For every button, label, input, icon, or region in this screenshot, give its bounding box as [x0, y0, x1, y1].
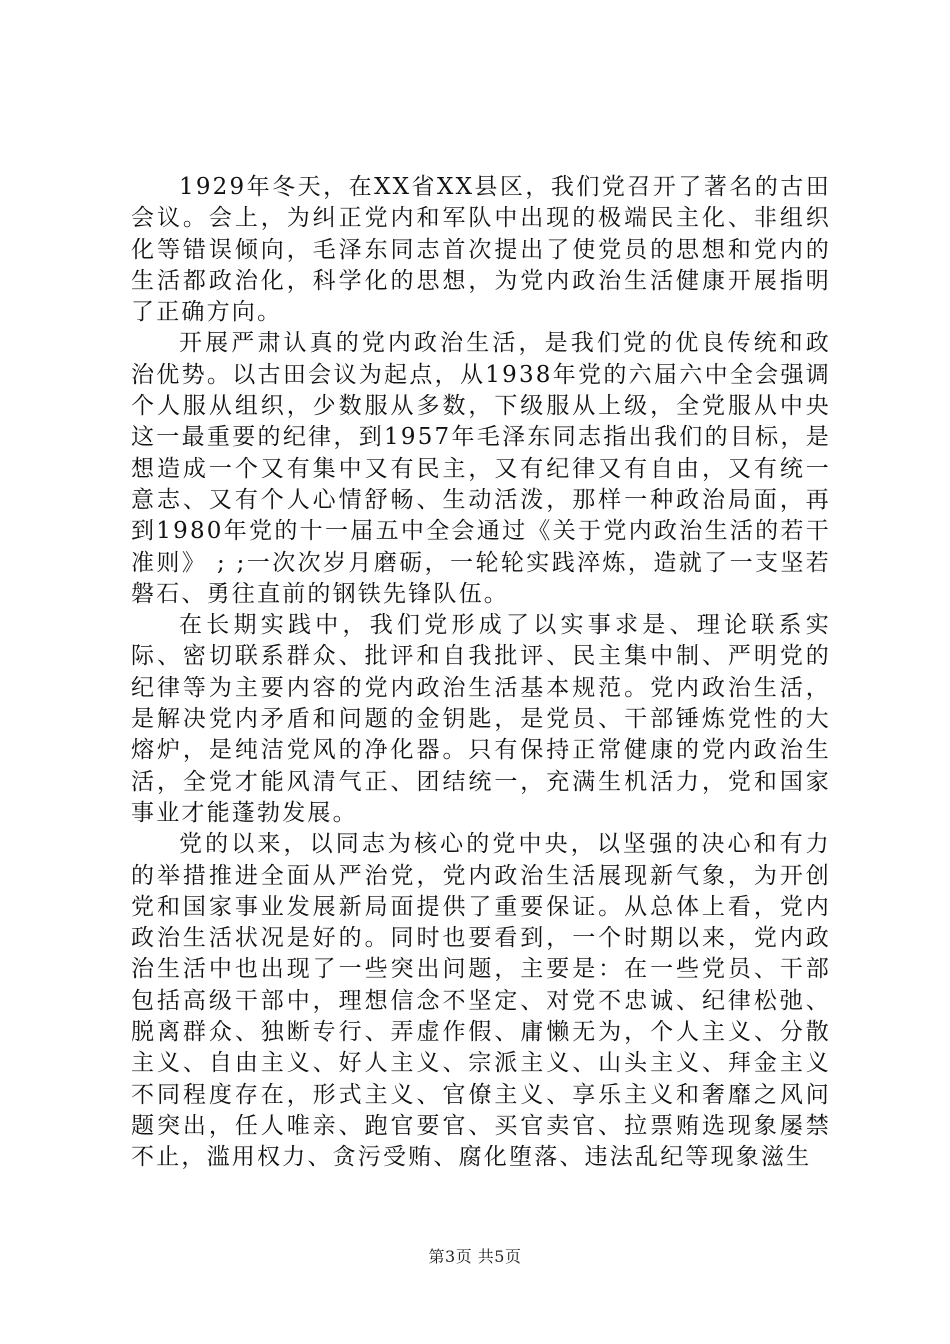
document-body	[131, 172, 831, 1174]
paragraph-party-tradition: 开展严肃认真的党内政治生活，是我们党的优良传统和政治优势。以古田会议为起点，从1938年党的六届六中全会强调个人服从组织，少数服从多数，下级服从上级，全党服从中央这一最重要的纪律，到1957年毛泽东同志指出我们的目标，是想造成一个又有集中又有民主，又有纪律又有自由，又有统一意志、又有个人心情舒畅、生动活泼，那样一种政治局面，再到1980年党的十一届五中全会通过《关于党内政治生活的若干准则》 ; ;一次次岁月磨砺，一轮轮实践淬炼，造就了一支坚若磐石、勇往直前的钢铁先锋队伍。	[131, 330, 831, 607]
page-number-footer: 第3页 共5页	[428, 1247, 522, 1266]
paragraph-basic-norms: 在长期实践中，我们党形成了以实事求是、理论联系实际、密切联系群众、批评和自我批评、民主集中制、严明党的纪律等为主要内容的党内政治生活基本规范。党内政治生活，是解决党内矛盾和问题的金钥匙，是党员、干部锤炼党性的大熔炉，是纯洁党风的净化器。只有保持正常健康的党内政治生活，全党才能风清气正、团结统一，充满生机活力，党和国家事业才能蓬勃发展。	[131, 612, 831, 826]
paragraph-gutian-meeting: 1929年冬天，在XX省XX县区，我们党召开了著名的古田会议。会上，为纠正党内和军队中出现的极端民主化、非组织化等错误倾向，毛泽东同志首次提出了使党员的思想和党内的生活都政治化，科学化的思想，为党内政治生活健康开展指明了正确方向。	[131, 174, 831, 326]
paragraph-current-problems: 党的以来，以同志为核心的党中央，以坚强的决心和有力的举措推进全面从严治党，党内政治生活展现新气象，为开创党和国家事业发展新局面提供了重要保证。从总体上看，党内政治生活状况是好的。同时也要看到，一个时期以来，党内政治生活中也出现了一些突出问题，主要是：在一些党员、干部包括高级干部中，理想信念不坚定、对党不忠诚、纪律松弛、脱离群众、独断专行、弄虚作假、庸懒无为，个人主义、分散主义、自由主义、好人主义、宗派主义、山头主义、拜金主义不同程度存在，形式主义、官僚主义、享乐主义和奢靡之风问题突出，任人唯亲、跑官要官、买官卖官、拉票贿选现象屡禁不止，滥用权力、贪污受贿、腐化堕落、违法乱纪等现象滋生	[131, 831, 831, 1171]
